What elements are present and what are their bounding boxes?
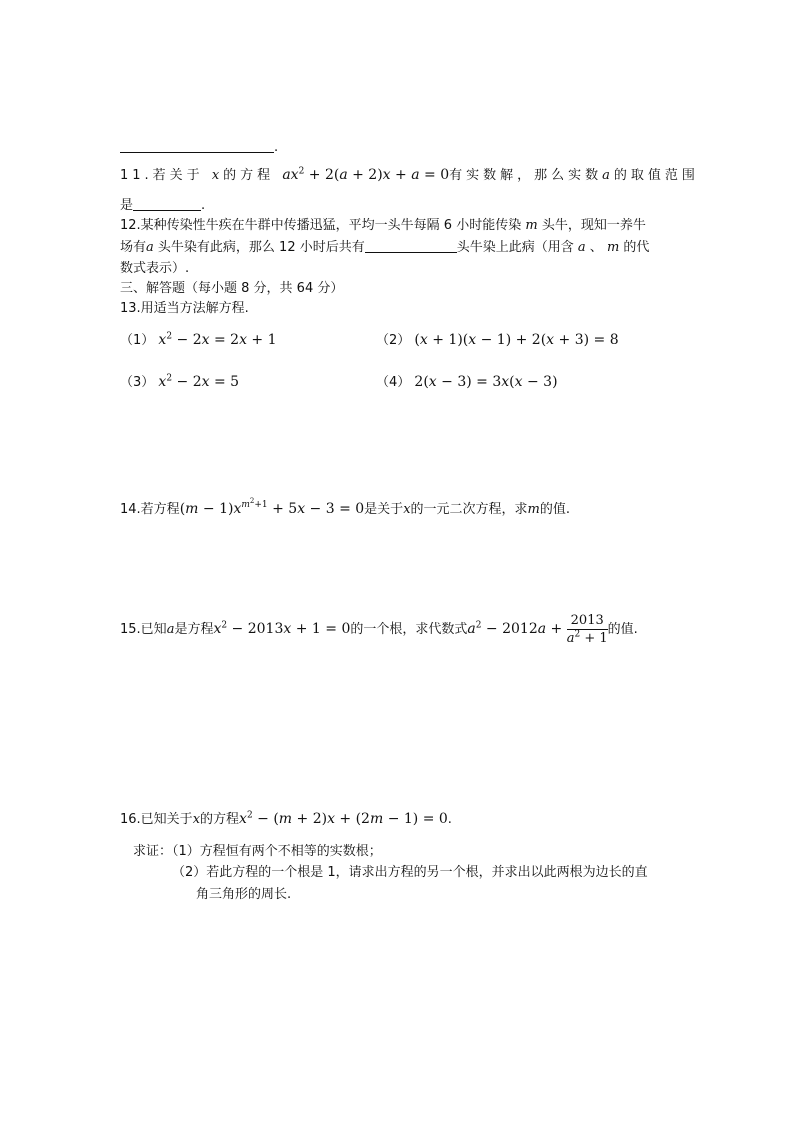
answer-blank-q11 bbox=[133, 198, 201, 211]
equation-q15: $x^2 - 2013x + 1 = 0$ bbox=[213, 620, 351, 637]
section-3-heading: 三、解答题（每小题 8 分，共 64 分） bbox=[120, 281, 344, 296]
equation-q13-1: $x^2 - 2x = 2x + 1$ bbox=[158, 331, 277, 348]
question-16: 16.已知关于x的方程$x^2 - (m + 2)x + (2m - 1) = 0$. bbox=[120, 810, 452, 827]
answer-blank-q12 bbox=[365, 240, 457, 253]
q13-part1: （1） $x^2 - 2x = 2x + 1$ bbox=[120, 331, 277, 348]
equation-q13-2: (x + 1)(x − 1) + 2(x + 3) = 8 bbox=[414, 332, 619, 348]
q16-part2-line2: 角三角形的周长. bbox=[196, 887, 292, 902]
question-12-line3: 数式表示）. bbox=[120, 261, 190, 276]
q13-part3: （3） $x^2 - 2x = 5$ bbox=[120, 373, 240, 390]
fraction-q15: $\frac{2013}{a^2 + 1}$ bbox=[566, 613, 608, 646]
equation-q16: $x^2 - (m + 2)x + (2m - 1) = 0$ bbox=[239, 810, 448, 827]
question-11-line1: 11.若关于 x的方程 $ax^2 + 2(a + 2)x + a = 0$有实数解，那么实数a的取值范围 bbox=[120, 166, 699, 183]
equation-q11: $ax^2 + 2(a + 2)x + a = 0$ bbox=[282, 166, 450, 183]
q16-part2-line1: （2）若此方程的一个根是 1，请求出方程的另一个根，并求出以此两根为边长的直 bbox=[172, 865, 648, 880]
q13-part2: （2） (x + 1)(x − 1) + 2(x + 3) = 8 bbox=[376, 332, 619, 348]
question-12-line1: 12.某种传染性牛疾在牛群中传播迅猛，平均一头牛每隔 6 小时能传染 m 头牛，现知一养牛 bbox=[120, 218, 646, 233]
question-15: 15.已知a是方程$x^2 - 2013x + 1 = 0$的一个根，求代数式$a^2 - 2012a$ + $\frac{2013}{a^2 + 1}$ 的值. bbox=[120, 613, 638, 646]
q16-proof-part1: 求证：（1）方程恒有两个不相等的实数根； bbox=[133, 844, 382, 859]
question-11-line2: 是 . bbox=[120, 198, 206, 213]
equation-q14: $(m - 1)x^{m^2+1} + 5x - 3 = 0$ bbox=[179, 497, 365, 517]
previous-answer-line: . bbox=[120, 138, 278, 157]
question-13-title: 13.用适当方法解方程. bbox=[120, 301, 249, 316]
q13-part4: （4） 2(x − 3) = 3x(x − 3) bbox=[376, 374, 558, 390]
equation-q13-3: $x^2 - 2x = 5$ bbox=[158, 373, 240, 390]
question-12-line2: 场有a 头牛染有此病，那么 12 小时后共有 头牛染上此病（用含 a 、 m 的代 bbox=[120, 240, 650, 255]
equation-q13-4: 2(x − 3) = 3x(x − 3) bbox=[414, 374, 558, 390]
expression-q15: $a^2 - 2012a$ + bbox=[467, 620, 567, 637]
question-14: 14.若方程$(m - 1)x^{m^2+1} + 5x - 3 = 0$是关于x的一元二次方程，求m的值. bbox=[120, 497, 571, 517]
answer-blank bbox=[120, 140, 274, 153]
